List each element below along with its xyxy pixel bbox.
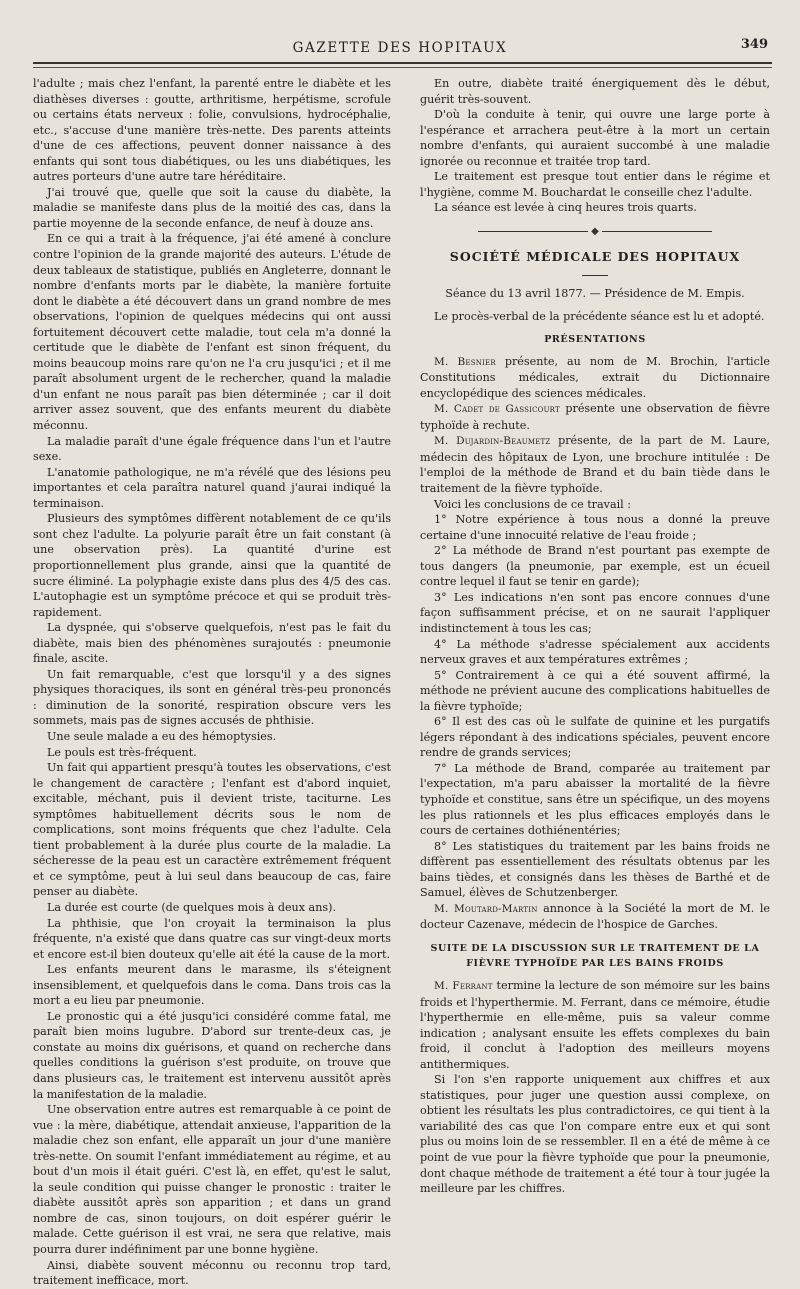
left-column [33,76,391,1289]
conclusion-item: Voici les conclusions de ce travail : [434,497,632,511]
paragraph: Ainsi, diabète souvent méconnu ou reconnu trop tard, traitement inefficace, mort. [33,1258,391,1288]
paragraph: J'ai trouvé que, quelle que soit la cause du diabète, la maladie se manifeste dans plus de la moitié des cas, dans la partie moyenne de la seconde enfance, de neuf à douze ans. [33,185,391,230]
presentation-text: présente, au nom de M. Brochin, l'article Constitutions médicales, extrait du Dictionnaire encyclopédique des sciences médicales. [420,354,770,400]
presentation-item [420,433,770,496]
session-line: Séance du 13 avril 1877. — Présidence de M. Empis. [445,287,745,301]
running-header-title: GAZETTE DES HOPITAUX [292,40,508,56]
paragraph: Le pouls est très-fréquent. [47,745,197,759]
paragraph: Un fait remarquable, c'est que lorsqu'il y a des signes physiques thoraciques, ils sont en général très-peu prononcés : diminution de la sonorité, respiration obscure vers les sommets, mais pas de signes accusés de phthisie. [33,667,391,728]
header-rule-thin [33,67,772,68]
conclusion-item: 2° La méthode de Brand n'est pourtant pas exempte de tous dangers (la pneumonie, par exemple, est un écueil contre lequel il faut se tenir en garde); [420,544,770,589]
paragraph: En outre, diabète traité énergiquement dès le début, guérit très-souvent. [420,77,770,106]
paragraph: Un fait qui appartient presqu'à toutes les observations, c'est le changement de caractère ; l'enfant est d'abord inquiet, excitable, méchant, puis il devient triste, taciturne. Les symptômes habituellement décrits sous le nom de complications, sont moins fréquents que chez l'adulte. Cela tient probablement à la durée plus courte de la maladie. La sécheresse de la peau est un caractère extrêmement fréquent et ce symptôme, peut à lui seul dans beaucoup de cas, faire penser au diabète. [33,761,391,899]
section-short-rule [582,275,608,276]
presentation-text: présente, de la part de M. Laure, médecin des hôpitaux de Lyon, une brochure intitulée : De l'emploi de la méthode de Brand et du bain tiède dans le traitement de la fièvre typhoïde. [420,434,770,496]
paragraph: La maladie paraît d'une égale fréquence dans l'un et l'autre sexe. [33,434,391,464]
paragraph: Le pronostic qui a été jusqu'ici considéré comme fatal, me paraît bien moins lugubre. D'abord sur trente-deux cas, je constate au moins dix guérisons, et quand on recherche dans quelles conditions la guérison s'est produite, on trouve que dans plusieurs cas, le traitement est intervenu aussitôt après la manifestation de la maladie. [33,1009,391,1101]
paragraph: Une seule malade a eu des hémoptysies. [47,729,277,743]
section-divider-ornament: ◆ [420,224,770,240]
conclusion-item: 8° Les statistiques du traitement par les bains froids ne diffèrent pas essentiellement des résultats obtenus par les bains tièdes, et consignés dans les thèses de Barthé et de Samuel, élèves de Schutzenberger. [420,839,770,900]
paragraph: l'adulte ; mais chez l'enfant, la parenté entre le diabète et les diathèses diverses : goutte, arthritisme, herpétisme, scrofule ou certains états nerveux : folie, convulsions, hydrocéphalie, etc., s'accuse d'une manière très-nette. Des parents atteints d'une de ces affections, peuvent donner naissance à des enfants qui sont tous diabétiques, ou les uns diabétiques, les autres porteurs d'une autre tare héréditaire. [33,77,391,184]
conclusion-item: 1° Notre expérience à tous nous a donné la preuve certaine d'une innocuité relative de l'eau froide ; [420,513,770,542]
discussion-item [420,978,770,1072]
speaker-name: M. Moutard-Martin [434,902,538,915]
presentation-item [420,354,770,402]
paragraph: La phthisie, que l'on croyait la terminaison la plus fréquente, n'a existé que dans quatre cas sur vingt-deux morts et encore est-il bien douteux qu'elle ait été la cause de la mort. [33,916,391,961]
minutes-line: Le procès-verbal de la précédente séance est lu et adopté. [434,309,765,323]
header-rule-thick [33,62,772,64]
discussion-text: termine la lecture de son mémoire sur les bains froids et l'hyperthermie. M. Ferrant, dans ce mémoire, étudie l'hyperthermie en elle-même, puis sa valeur comme indication ; analysant ensuite les effets complexes du bain froid, il conclut à l'adoption des meilleurs moyens antithermiques. [420,978,770,1071]
conclusion-item: 3° Les indications n'en sont pas encore connues d'une façon suffisamment précise, et on ne saurait l'appliquer indistinctement à tous les cas; [420,590,770,635]
section-title: SOCIÉTÉ MÉDICALE DES HOPITAUX [449,249,741,265]
paragraph: Le traitement est presque tout entier dans le régime et l'hygiène, comme M. Bouchardat le conseille chez l'adulte. [420,170,770,199]
speaker-name: M. Ferrant [434,979,493,992]
paragraph: Les enfants meurent dans le marasme, ils s'éteignent insensiblement, et quelquefois dans le coma. Dans trois cas la mort a eu lieu par pneumonie. [33,963,391,1008]
speaker-name: M. Cadet de Gassicourt [434,403,560,416]
conclusion-item: 5° Contrairement à ce qui a été souvent affirmé, la méthode ne prévient aucune des complications habituelles de la fièvre typhoïde; [420,668,770,713]
paragraph: En ce qui a trait à la fréquence, j'ai été amené à conclure contre l'opinion de la grande majorité des auteurs. L'étude de deux tableaux de statistique, publiés en Angleterre, donnant le nombre d'enfants morts par le diabète, la manière fortuite dont le diabète a été découvert dans un grand nombre de mes observations, l'opinion de quelques médecins qui ont aussi fortuitement découvert cette maladie, tout cela m'a donné la certitude que le diabète de l'enfant est sinon fréquent, du moins beaucoup moins rare qu'on ne l'a cru jusqu'ici ; et il me paraît absolument urgent de le rechercher, quand la maladie d'un enfant ne nous paraît pas bien déterminée ; car il doit arriver assez souvent, que des enfants meurent du diabète méconnu. [33,232,391,433]
paragraph: Si l'on s'en rapporte uniquement aux chiffres et aux statistiques, pour juger une question aussi complexe, on obtient les résultats les plus contradictoires, ce qui tient à la variabilité des cas que l'on compare entre eux et qui sont plus ou moins loin de se ressembler. Il en a été de même à ce point de vue pour la fièvre typhoïde que pour la pneumonie, dont chaque méthode de traitement a été tour à tour jugée la meilleure par les chiffres. [420,1073,770,1196]
announcement-item [420,901,770,933]
presentation-item [420,401,770,433]
presentation-text: présente une observation de fièvre typhoïde à rechute. [420,402,770,432]
announcement-text: annonce à la Société la mort de M. le docteur Cazenave, médecin de l'hospice de Garches. [420,901,770,932]
speaker-name: M. Besnier [434,355,496,368]
paragraph: L'anatomie pathologique, ne m'a révélé que des lésions peu importantes et cela paraîtra naturel quand j'aurai indiqué la terminaison. [33,465,391,510]
page-number: 349 [740,37,768,52]
right-column [420,76,770,1197]
paragraph: Une observation entre autres est remarquable à ce point de vue : la mère, diabétique, attendait anxieuse, l'apparition de la maladie chez son enfant, elle apparaît un jour d'une manière très-nette. On soumit l'enfant immédiatement au régime, et au bout d'un mois il était guéri. C'est là, en effet, qu'est le salut, la seule condition qui puisse changer le pronostic : traiter le diabète aussitôt après son apparition ; et dans un grand nombre de cas, sinon toujours, on doit espérer guérir le malade. Cette guérison il est vrai, ne sera que relative, mais pourra durer indéfiniment par une bonne hygiène. [33,1103,391,1257]
conclusion-item: 7° La méthode de Brand, comparée au traitement par l'expectation, m'a paru abaisser la mortalité de la fièvre typhoïde et constitue, sans être un spécifique, un des moyens les plus rationnels et les plus efficaces employés dans le cours de certaines dothiénentéries; [420,761,770,838]
paragraph: Plusieurs des symptômes diffèrent notablement de ce qu'ils sont chez l'adulte. La polyurie paraît être un fait constant (à une observation près). La quantité d'urine est proportionnellement plus grande, ainsi que la quantité de sucre éliminé. La polyphagie existe dans plus des 4/5 des cas. L'autophagie est un symptôme précoce et qui se produit très-rapidement. [33,512,391,619]
paragraph: D'où la conduite à tenir, qui ouvre une large porte à l'espérance et arrachera peut-être à la mort un certain nombre d'enfants, qui auraient succombé à une maladie ignorée ou reconnue et traitée trop tard. [420,108,770,168]
conclusion-item: 6° Il est des cas où le sulfate de quinine et les purgatifs légers répondant à des indications spéciales, peuvent encore rendre de grands services; [420,715,770,760]
paragraph: La séance est levée à cinq heures trois quarts. [434,201,697,215]
paragraph: La dyspnée, qui s'observe quelquefois, n'est pas le fait du diabète, mais bien des phénomènes surajoutés : pneumonie finale, ascite. [33,621,391,666]
paragraph: La durée est courte (de quelques mois à deux ans). [47,900,336,914]
presentations-heading: PRÉSENTATIONS [544,334,646,346]
conclusion-item: 4° La méthode s'adresse spécialement aux accidents nerveux graves et aux températures extrêmes ; [420,637,770,667]
speaker-name: M. Dujardin-Beaumetz [434,435,551,448]
discussion-heading: SUITE DE LA DISCUSSION SUR LE TRAITEMENT DE LA FIÈVRE TYPHOÏDE PAR LES BAINS FROIDS [430,942,760,970]
